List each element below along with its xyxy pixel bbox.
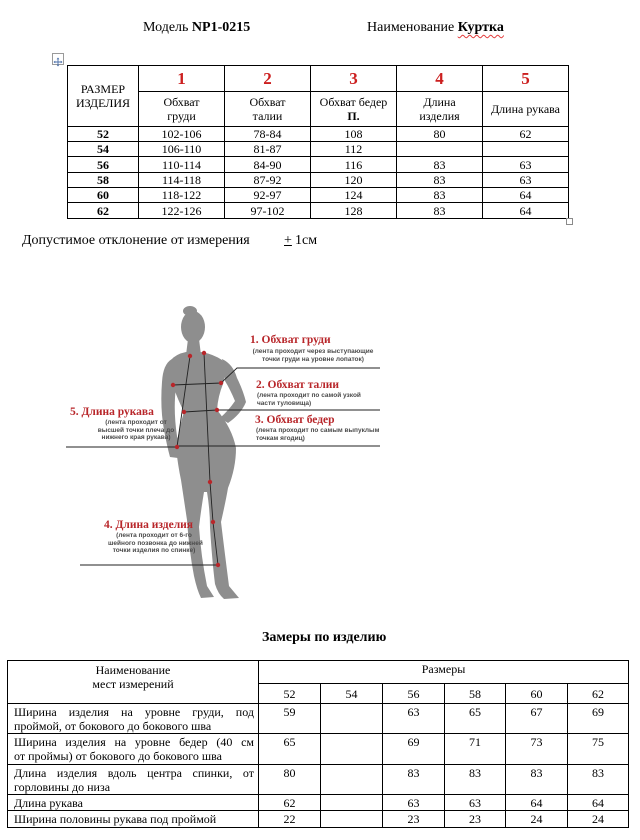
value-cell: 24 [506,811,568,828]
value-cell: 83 [397,173,483,188]
column-label-sleeve [483,92,569,127]
header-row-labels [68,92,569,127]
measure-point [202,351,206,355]
value-cell: 83 [506,765,568,795]
note-line: (лента проходит от [105,419,167,426]
value-cell: 62 [483,127,569,142]
value-cell [397,142,483,157]
silhouette-arm-right [220,359,246,423]
product-name-label: Наименование [367,20,455,35]
value-cell: 108 [311,127,397,142]
value-cell [321,765,383,795]
value-cell: 83 [445,765,506,795]
name-line: от проймы) от бокового до бокового шва [14,749,222,763]
value-cell: 24 [568,811,629,828]
value-cell: 110-114 [139,157,225,173]
size-header-line: РАЗМЕР [80,82,126,96]
value-cell: 116 [311,157,397,173]
table-row [68,142,569,157]
measurement-name-cell [8,811,259,828]
measure-point [188,354,192,358]
column-label-bust [139,92,225,127]
note-line: шейного позвонка до нижней [108,539,203,547]
table-move-handle-icon[interactable] [52,53,64,65]
name-line: Ширина изделия на уровне бедер (40 см [14,735,254,749]
column-label-line: Обхват бедер [319,95,388,109]
hips-measure-note [256,427,379,442]
size-cell: 56 [68,157,139,173]
model-label: Модель [143,20,189,35]
note-line: (лента проходит по самой узкой [257,392,361,399]
table-row [68,173,569,188]
length-measure-note [108,532,203,555]
value-cell: 92-97 [225,188,311,203]
value-cell: 80 [259,765,321,795]
value-cell: 80 [397,127,483,142]
column-label-line: талии [252,109,283,123]
value-cell [483,142,569,157]
column-label-suffix: П. [347,109,360,123]
value-cell: 83 [397,203,483,219]
table-resize-handle[interactable] [566,218,573,225]
waist-measure-title: 2. Обхват талии [256,379,340,391]
measurement-name-cell [8,734,259,765]
size-header-cell: 52 [259,684,321,704]
silhouette-head [181,311,205,343]
model-value: NP1-0215 [191,20,251,35]
size-column-header [68,66,139,127]
value-cell: 65 [445,704,506,734]
value-cell: 112 [311,142,397,157]
column-number-waist: 2 [225,66,311,92]
column-number-sleeve: 5 [483,66,569,92]
product-name-line [367,20,504,36]
name-line: горловины до низа [14,780,111,794]
value-cell: 63 [483,157,569,173]
value-cell: 83 [397,157,483,173]
value-cell: 69 [383,734,445,765]
column-number-length: 4 [397,66,483,92]
value-cell: 84-90 [225,157,311,173]
value-cell: 122-126 [139,203,225,219]
note-line: точки изделия по спинке) [112,547,196,555]
hips-measure-title: 3. Обхват бедер [255,414,335,426]
silhouette-body [169,352,239,599]
value-cell: 63 [383,704,445,734]
waist-measure-note [257,392,361,407]
size-header-cell: 56 [383,684,445,704]
value-cell: 73 [506,734,568,765]
column-label-line: Длина [423,95,456,109]
name-line: Ширина половины рукава под проймой [14,812,217,826]
value-cell: 87-92 [225,173,311,188]
size-header-cell: 62 [568,684,629,704]
table-row [8,734,629,765]
measurement-name-cell [8,795,259,811]
table-row [68,188,569,203]
sleeve-measure-title: 5. Длина рукава [70,406,154,418]
table-row [68,203,569,219]
value-cell [321,704,383,734]
column-label-line: Длина рукава [491,102,560,116]
value-cell [321,734,383,765]
garment-measurements-table [7,660,629,828]
value-cell: 83 [568,765,629,795]
column-number-bust: 1 [139,66,225,92]
column-label-length [397,92,483,127]
note-line: точкам ягодиц) [256,434,305,442]
value-cell: 63 [483,173,569,188]
move-arrows-icon [53,57,63,67]
garment-table-title: Замеры по изделию [262,630,387,645]
measure-point [208,480,212,484]
value-cell: 118-122 [139,188,225,203]
column-label-waist [225,92,311,127]
measure-point [216,563,220,567]
column-label-line: изделия [419,109,460,123]
model-line [143,20,250,36]
column-label-hips [311,92,397,127]
table-row [8,704,629,734]
name-line: проймой, от бокового до бокового шва [14,719,212,733]
value-cell: 128 [311,203,397,219]
size-cell: 52 [68,127,139,142]
column-label-line: Обхват [249,95,286,109]
value-cell: 83 [397,188,483,203]
value-cell: 64 [483,203,569,219]
value-cell [321,811,383,828]
bust-measure-title: 1. Обхват груди [250,334,331,346]
name-line: Ширина изделия на уровне груди, под [14,705,254,719]
value-cell: 69 [568,704,629,734]
note-line: части туловища) [257,399,312,407]
tolerance-sign: + [284,233,292,248]
size-chart-table [67,65,569,219]
measurement-name-cell [8,765,259,795]
silhouette [161,306,246,599]
column-number-hips: 3 [311,66,397,92]
measure-point [171,383,175,387]
size-header-cell: 54 [321,684,383,704]
value-cell: 81-87 [225,142,311,157]
value-cell: 64 [483,188,569,203]
value-cell: 83 [383,765,445,795]
value-cell: 124 [311,188,397,203]
value-cell [321,795,383,811]
measure-point [175,445,179,449]
header-line: Наименование [95,663,171,677]
measure-point [211,520,215,524]
value-cell: 120 [311,173,397,188]
table-row [8,765,629,795]
size-header-cell: 58 [445,684,506,704]
table-row [8,811,629,828]
length-measure-title: 4. Длина изделия [104,519,194,531]
table-row [8,795,629,811]
value-cell: 67 [506,704,568,734]
header-line: мест измерений [92,677,174,691]
table-row [68,157,569,173]
note-line: высшей точки плеча до [97,426,175,434]
table-row [68,127,569,142]
header-row-numbers [68,66,569,92]
note-line: (лента проходит по самым выпуклым [256,427,380,434]
value-cell: 102-106 [139,127,225,142]
note-line: (лента проходит от 6-го [116,532,192,539]
bust-measure-note [248,348,378,363]
measure-point [182,410,186,414]
body-measurement-diagram [60,300,390,605]
note-line: (лента проходит через выступающие [252,348,374,355]
value-cell: 63 [383,795,445,811]
name-line: Длина рукава [14,796,83,810]
value-cell: 97-102 [225,203,311,219]
measurement-name-cell [8,704,259,734]
size-cell: 54 [68,142,139,157]
measure-point [215,408,219,412]
value-cell: 23 [383,811,445,828]
value-cell: 106-110 [139,142,225,157]
value-cell: 63 [445,795,506,811]
note-line: нижнего края рукава) [101,434,171,442]
note-line: точки груди на уровне лопаток) [262,355,364,363]
measure-point [219,381,223,385]
value-cell: 65 [259,734,321,765]
header-row [8,661,629,684]
size-cell: 62 [68,203,139,219]
value-cell: 64 [568,795,629,811]
value-cell: 23 [445,811,506,828]
column-label-line: груди [167,109,196,123]
value-cell: 64 [506,795,568,811]
value-cell: 22 [259,811,321,828]
value-cell: 62 [259,795,321,811]
value-cell: 78-84 [225,127,311,142]
tolerance-label: Допустимое отклонение от измерения [22,233,250,248]
sizes-header: Размеры [259,661,629,684]
size-cell: 60 [68,188,139,203]
value-cell: 114-118 [139,173,225,188]
value-cell: 59 [259,704,321,734]
column-label-line: Обхват [163,95,200,109]
size-cell: 58 [68,173,139,188]
measurement-name-header [8,661,259,704]
sleeve-measure-note [95,419,177,442]
value-cell: 75 [568,734,629,765]
size-header-cell: 60 [506,684,568,704]
name-line: Длина изделия вдоль центра спинки, от [14,766,254,780]
size-header-line: ИЗДЕЛИЯ [75,96,131,110]
product-name-value: Куртка [457,20,504,35]
value-cell: 71 [445,734,506,765]
tolerance-value: 1см [295,233,318,248]
